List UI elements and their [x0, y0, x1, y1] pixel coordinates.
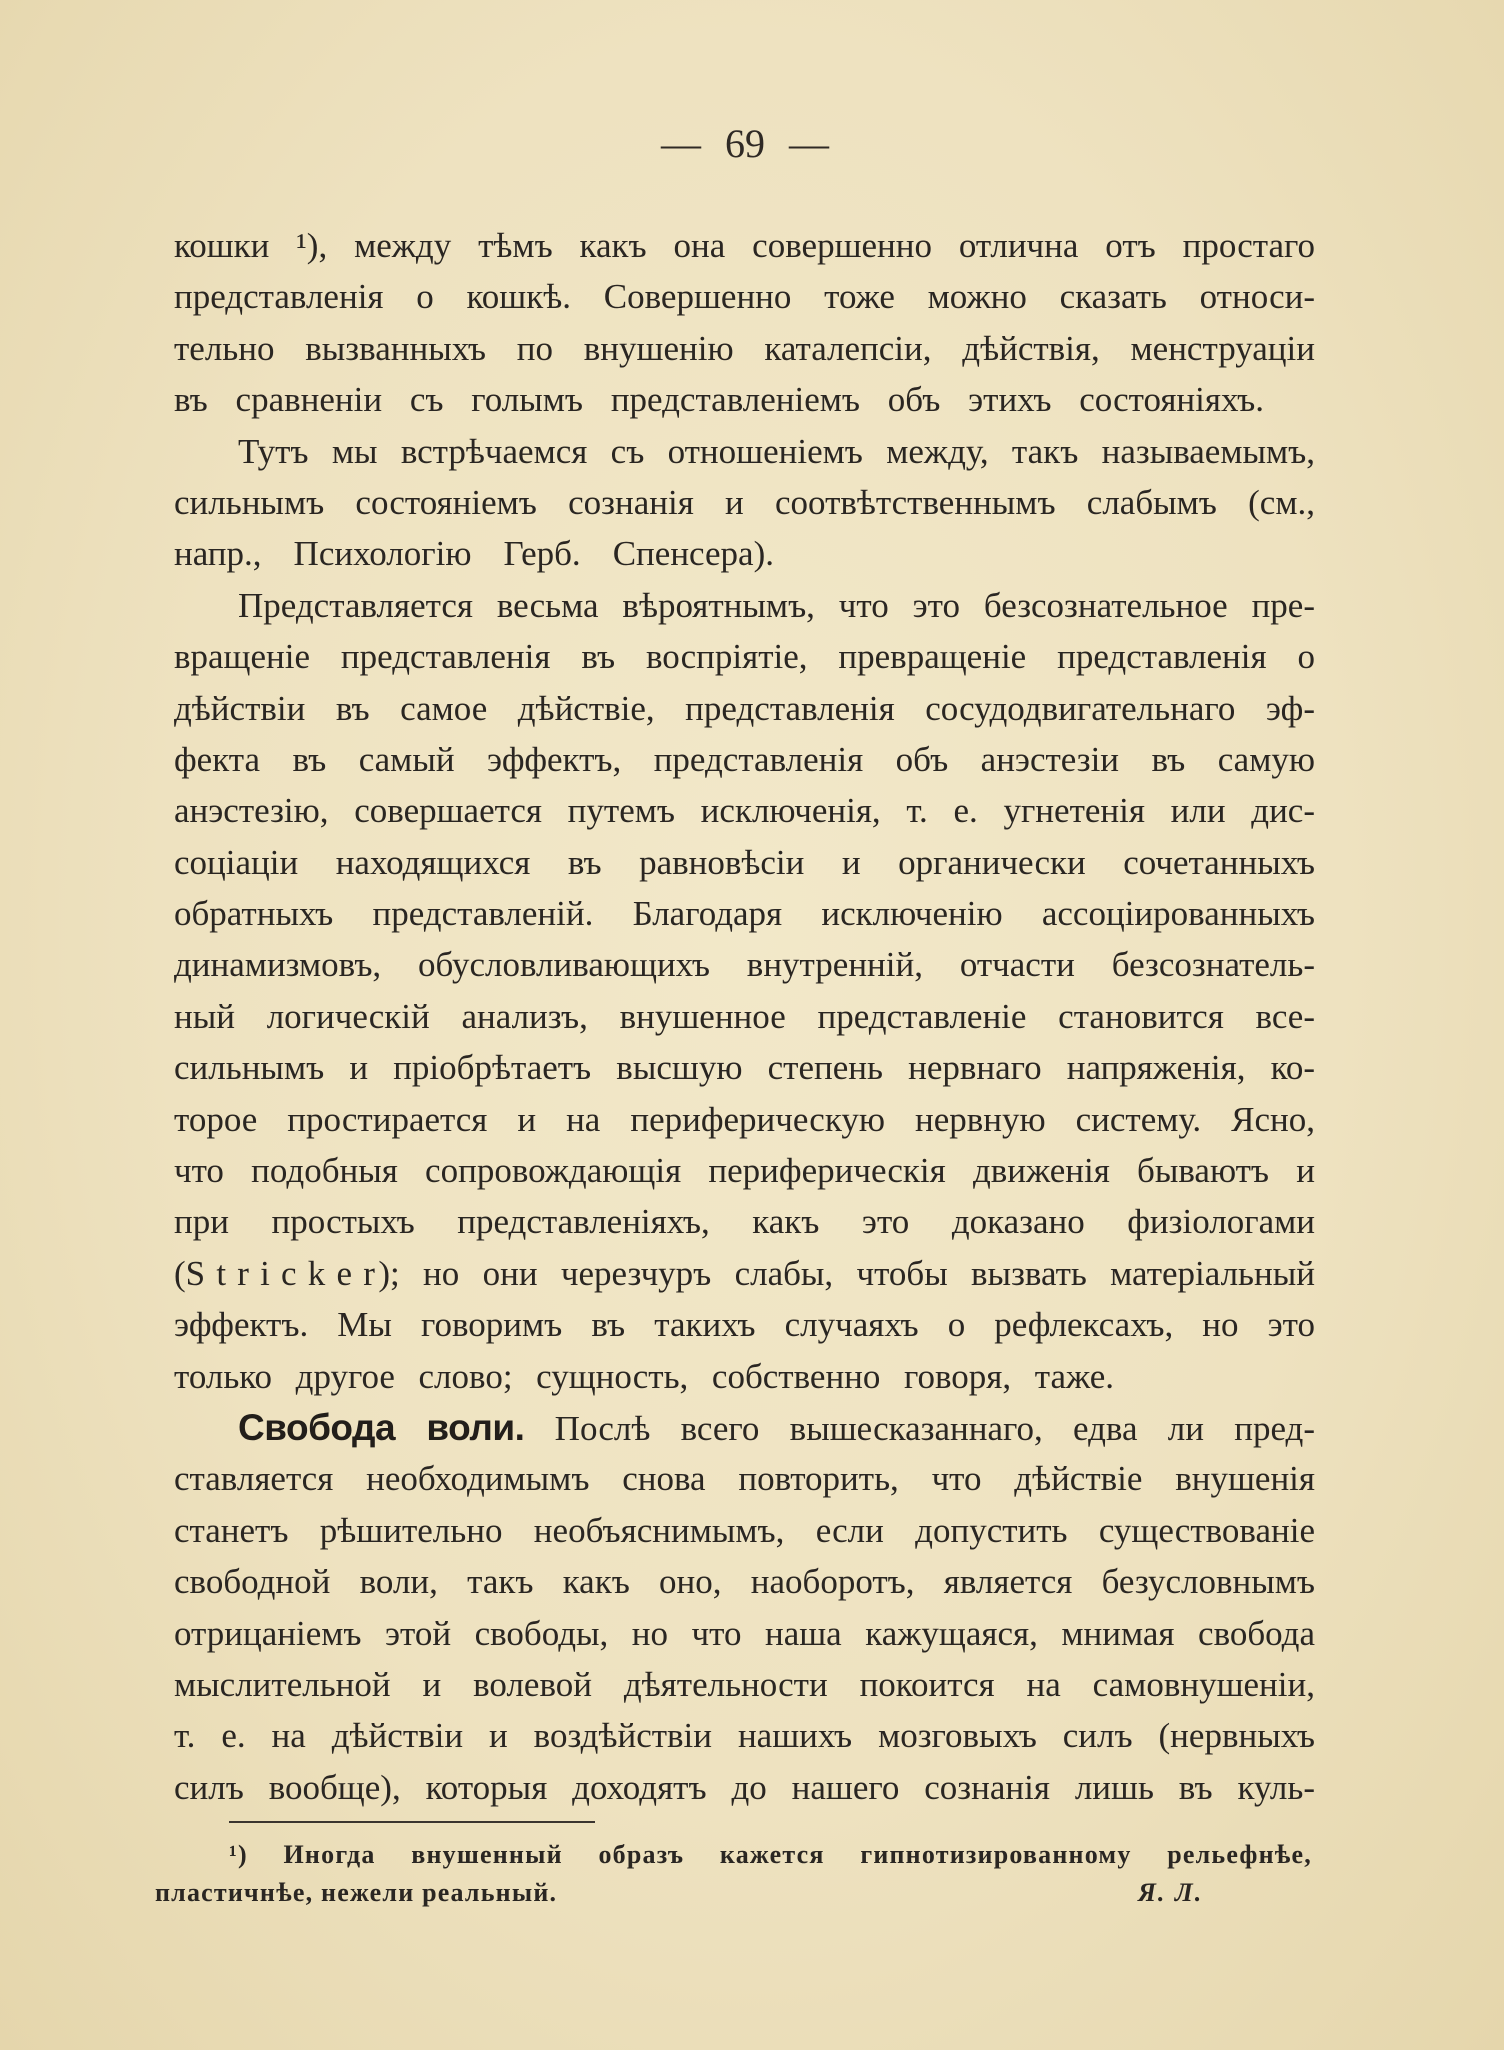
text-line: свободной воли, такъ какъ оно, наоборотъ, является безусловнымъ [174, 1562, 1315, 1602]
text-line: дѣйствіи въ самое дѣйствіе, представленія сосудодвигательнаго эф- [174, 688, 1315, 728]
text-line: вращеніе представленія въ воспріятіе, превращеніе представленія о [174, 637, 1315, 677]
paragraph [174, 220, 1315, 426]
footnote-line: ¹) Иногда внушенный образъ кажется гипнотизированному рельефнѣе, [229, 1840, 1312, 1869]
text-line: фекта въ самый эффектъ, представленія объ анэстезіи въ самую [174, 739, 1315, 779]
text-line: Тутъ мы встрѣчаемся съ отношеніемъ между, такъ называемымъ, [238, 431, 1315, 471]
section-heading: Свобода воли. [238, 1406, 525, 1448]
text-line: динамизмовъ, обусловливающихъ внутренній, отчасти безсознатель- [174, 945, 1315, 985]
text-line: кошки ¹), между тѣмъ какъ она совершенно отлична отъ простаго [174, 226, 1315, 265]
text-line: представленія о кошкѣ. Совершенно тоже можно сказать относи- [174, 277, 1315, 317]
text-line: анэстезію, совершается путемъ исключенія, т. е. угнетенія или дис- [174, 791, 1315, 831]
paragraph [174, 1402, 1315, 1813]
text-line: обратныхъ представленій. Благодаря исключенію ассоціированныхъ [174, 894, 1315, 934]
text-line: соціаціи находящихся въ равновѣсіи и органически сочетанныхъ [174, 842, 1315, 882]
text-line [174, 1402, 1315, 1453]
text-line: торое простирается и на периферическую нервную систему. Ясно, [174, 1099, 1315, 1139]
text-line-rest: Послѣ всего вышесказаннаго, едва ли пред- [554, 1408, 1315, 1448]
text-line: что подобныя сопровождающія периферическія движенія бываютъ и [174, 1151, 1315, 1191]
text-line: въ сравненіи съ голымъ представленіемъ объ этихъ состояніяхъ. [174, 380, 1264, 420]
body-text [174, 220, 1315, 1813]
text-line: мыслительной и волевой дѣятельности покоится на самовнушеніи, [174, 1664, 1315, 1704]
text-line: Представляется весьма вѣроятнымъ, что это безсознательное пре- [238, 585, 1315, 625]
text-line: силъ вообще), которыя доходятъ до нашего сознанія лишь въ куль- [174, 1767, 1315, 1807]
text-line: отрицаніемъ этой свободы, но что наша кажущаяся, мнимая свобода [174, 1613, 1315, 1653]
text-line: при простыхъ представленіяхъ, какъ это доказано физіологами [174, 1202, 1315, 1242]
text-line [174, 1248, 1315, 1299]
text-line: ный логическій анализъ, внушенное представленіе становится все- [174, 996, 1315, 1036]
text-line: т. е. на дѣйствіи и воздѣйствіи нашихъ мозговыхъ силъ (нервныхъ [174, 1716, 1315, 1756]
text-line: станетъ рѣшительно необъяснимымъ, если допустить существованіе [174, 1510, 1315, 1550]
footnote-line: пластичнѣе, нежели реальный. [155, 1878, 558, 1907]
text-line: тельно вызванныхъ по внушенію каталепсіи, дѣйствія, менструаціи [174, 328, 1315, 368]
citation-open: ( [174, 1253, 186, 1293]
cited-author: Stricker [185, 1253, 387, 1293]
paragraph [174, 580, 1315, 1402]
text-line: напр., Психологію Герб. Спенсера). [174, 534, 774, 574]
text-line: сильнымъ состояніемъ сознанія и соотвѣтственнымъ слабымъ (см., [174, 482, 1315, 522]
footnote-signature: Я. Л. [1138, 1878, 1204, 1907]
text-line: только другое слово; сущность, собственно говоря, таже. [174, 1356, 1114, 1396]
text-line: ставляется необходимымъ снова повторить, что дѣйствіе внушенія [174, 1459, 1315, 1499]
page-number: — 69 — [661, 121, 829, 166]
footnote-rule [229, 1821, 595, 1823]
citation-rest: ); но они черезчуръ слабы, чтобы вызвать матеріальный [378, 1253, 1315, 1293]
paragraph [174, 426, 1315, 580]
text-line: эффектъ. Мы говоримъ въ такихъ случаяхъ о рефлексахъ, но это [174, 1305, 1315, 1345]
text-line: сильнымъ и пріобрѣтаетъ высшую степень нервнаго напряженія, ко- [174, 1048, 1315, 1088]
